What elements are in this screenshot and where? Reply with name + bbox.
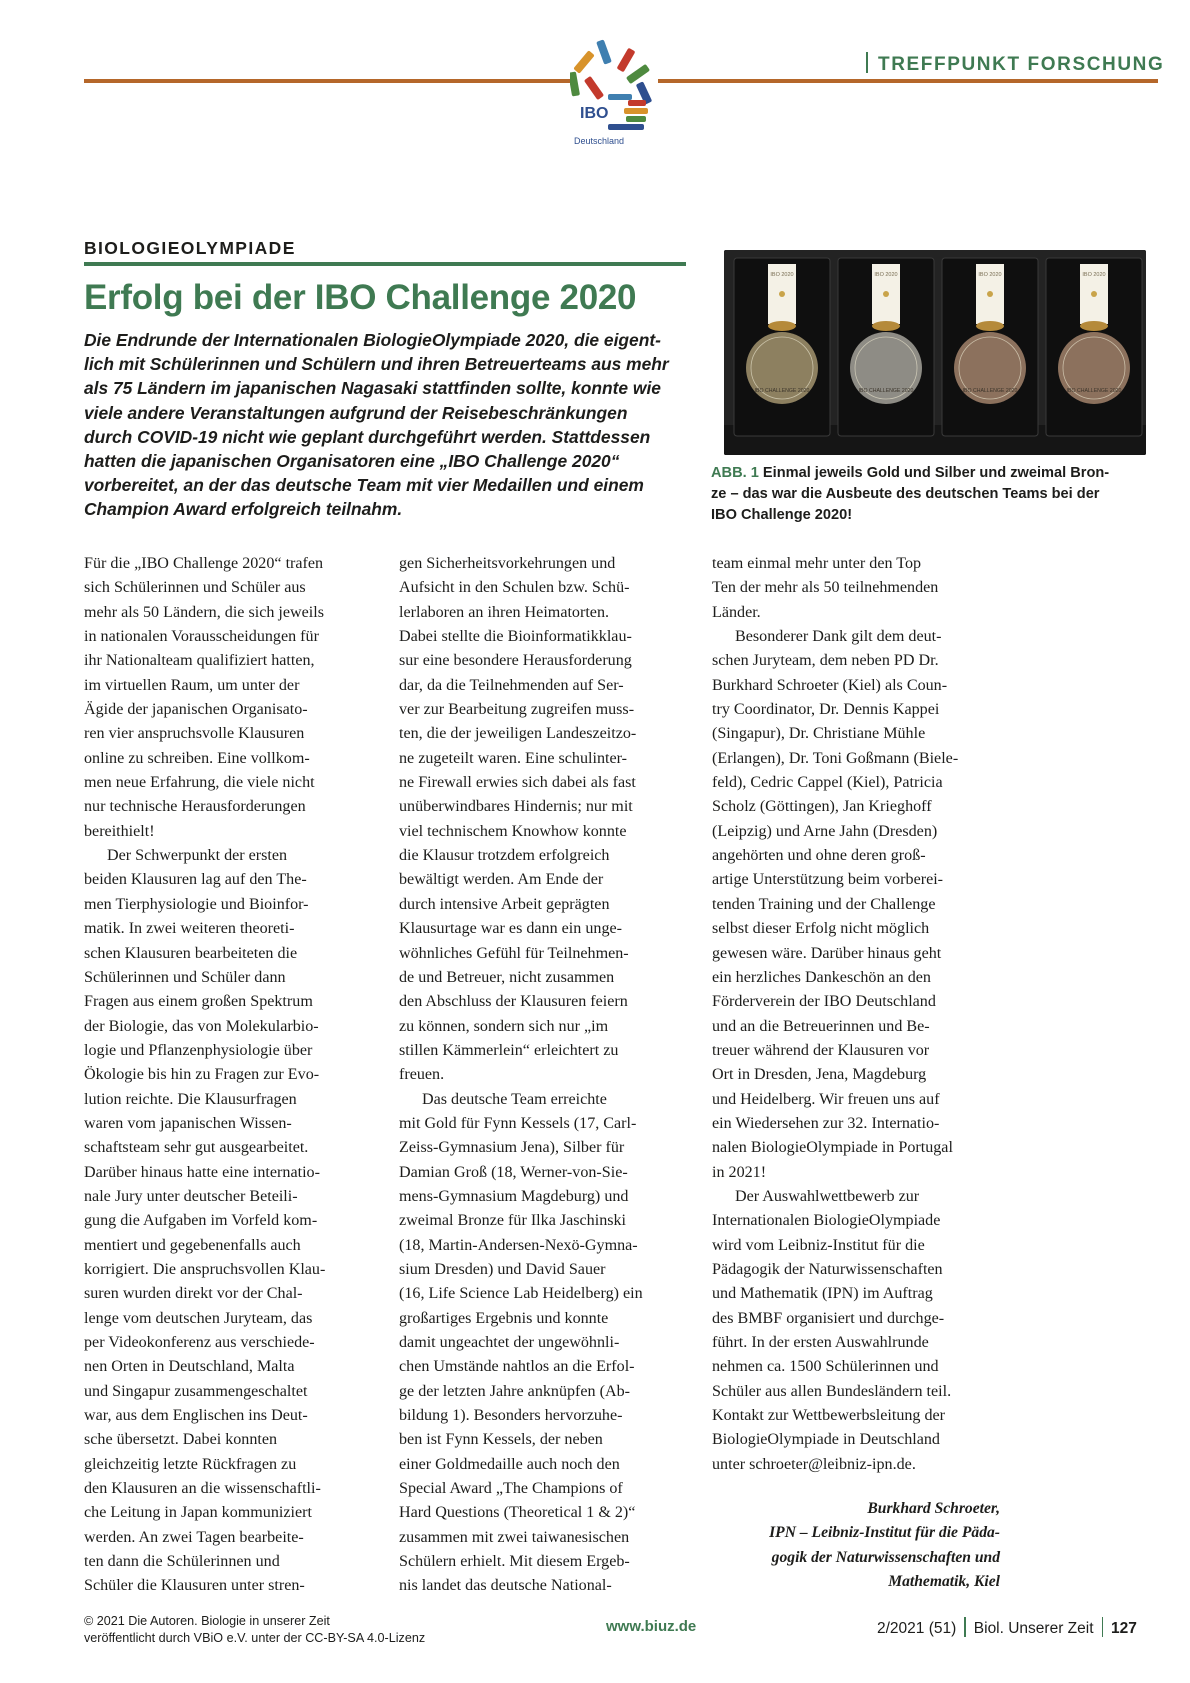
body-text-line: mentiert und gegebenenfalls auch: [84, 1236, 301, 1254]
body-text-line: Burkhard Schroeter (Kiel) als Coun-: [712, 676, 948, 694]
body-text-line: Ägide der japanischen Organisato-: [84, 701, 308, 719]
body-text-line: (18, Martin-Andersen-Nexö-Gymna-: [399, 1236, 638, 1254]
body-text-line: Der Auswahlwettbewerb zur: [735, 1187, 920, 1205]
lead-line: vorbereitet, an der das deutsche Team mit vier Medaillen und einem: [84, 475, 644, 496]
medal-clasp: [872, 321, 900, 331]
body-text-line: mehr als 50 Ländern, die sich jeweils: [84, 603, 324, 621]
body-text-line: Zeiss-Gymnasium Jena), Silber für: [399, 1139, 625, 1157]
header-rule-right: [658, 79, 1158, 83]
body-text-line: ein Wiedersehen zur 32. Internatio-: [712, 1114, 940, 1132]
body-text-line: Länder.: [712, 603, 761, 621]
body-text-line: Schüler aus allen Bundesländern teil.: [712, 1382, 952, 1400]
body-text-line: durch intensive Arbeit geprägten: [399, 895, 610, 913]
body-text-line: Schülerinnen und Schüler dann: [84, 968, 286, 986]
header-rule-left: [84, 79, 572, 83]
body-text-line: Special Award „The Champions of: [399, 1480, 623, 1498]
body-text-line: stillen Kämmerlein“ erleichtert zu: [399, 1041, 619, 1059]
body-text-line: schen Juryteam, dem neben PD Dr.: [712, 652, 939, 670]
lead-line: als 75 Ländern im japanischen Nagasaki stattfinden sollte, konnte wie: [84, 378, 661, 399]
body-text-line: ver zur Bearbeitung zugreifen muss-: [399, 701, 635, 719]
footer-website-link[interactable]: www.biuz.de: [606, 1618, 697, 1635]
kicker-rule: [84, 262, 686, 266]
body-text-line: feld), Cedric Cappel (Kiel), Patricia: [712, 774, 943, 792]
body-text-line: sche übersetzt. Dabei konnten: [84, 1431, 278, 1449]
body-text-line: Darüber hinaus hatte eine internatio-: [84, 1163, 320, 1181]
body-text-line: zu können, sondern sich nur „im: [399, 1017, 609, 1035]
lead-line: durch COVID-19 nicht wie geplant durchgeführt werden. Stattdessen: [84, 426, 651, 447]
body-text-line: und Heidelberg. Wir freuen uns auf: [712, 1090, 940, 1108]
body-text-line: der Biologie, das von Molekularbio-: [84, 1017, 319, 1035]
body-text-line: ge der letzten Jahre anknüpfen (Ab-: [399, 1382, 631, 1400]
body-text-line: Dabei stellte die Bioinformatikklau-: [399, 628, 632, 646]
medal-rim-text: IBO CHALLENGE 2020: [1066, 388, 1122, 394]
section-kicker: BIOLOGIEOLYMPIADE: [84, 238, 296, 258]
body-text-line: chen Umstände nahtlos an die Erfol-: [399, 1358, 635, 1376]
body-text-line: selbst dieser Erfolg nicht möglich: [712, 920, 930, 938]
body-text-line: (Leipzig) und Arne Jahn (Dresden): [712, 822, 938, 840]
logo-subtext: Deutschland: [574, 136, 625, 146]
body-text-line: freuen.: [399, 1066, 445, 1084]
author-line: IPN – Leibniz-Institut für die Päda-: [769, 1524, 1000, 1542]
body-text-line: nale Jury unter deutscher Beteili-: [84, 1187, 298, 1205]
body-text-line: men Tierphysiologie und Bioinfor-: [84, 895, 309, 913]
medal-ribbon-text: IBO 2020: [1082, 272, 1106, 278]
ribbon-emblem: [1091, 291, 1097, 297]
body-text-line: tenden Training und der Challenge: [712, 895, 936, 913]
body-text-line: Damian Groß (18, Werner-von-Sie-: [399, 1163, 628, 1181]
body-text-line: den Abschluss der Klausuren feiern: [399, 993, 628, 1011]
body-text-line: treuer während der Klausuren vor: [712, 1041, 930, 1059]
body-text-line: einer Goldmedaille auch noch den: [399, 1455, 620, 1473]
body-text-line: (16, Life Science Lab Heidelberg) ein: [399, 1285, 643, 1303]
figure-label: ABB. 1: [711, 465, 759, 481]
medal-ribbon-text: IBO 2020: [770, 272, 794, 278]
body-text-line: logie und Pflanzenphysiologie über: [84, 1041, 313, 1059]
body-text-line: Das deutsche Team erreichte: [422, 1090, 607, 1108]
journal-name: Biol. Unserer Zeit: [973, 1620, 1094, 1637]
issue-number: 2/2021 (51): [877, 1620, 957, 1637]
body-text-line: mens-Gymnasium Magdeburg) und: [399, 1187, 629, 1205]
body-text-line: wöhnliches Gefühl für Teilnehmen-: [399, 944, 629, 962]
body-text-line: suren wurden direkt vor der Chal-: [84, 1285, 303, 1303]
ibo-deutschland-logo: [570, 36, 662, 148]
body-text-line: ben ist Fynn Kessels, der neben: [399, 1431, 603, 1449]
page-number: 127: [1111, 1620, 1137, 1637]
ribbon-emblem: [779, 291, 785, 297]
body-text-line: ren vier anspruchsvolle Klausuren: [84, 725, 305, 743]
author-line: gogik der Naturwissenschaften und: [771, 1548, 1000, 1566]
body-text-line: Für die „IBO Challenge 2020“ trafen: [84, 555, 324, 572]
body-text-line: lution reichte. Die Klausurfragen: [84, 1090, 297, 1108]
section-label: TREFFPUNKT FORSCHUNG: [866, 52, 1164, 76]
caption-line: ABB. 1 Einmal jeweils Gold und Silber und zweimal Bron-: [711, 465, 1110, 481]
body-text-line: (Singapur), Dr. Christiane Mühle: [712, 725, 926, 743]
body-text-line: nalen BiologieOlympiade in Portugal: [712, 1139, 953, 1157]
body-text-line: Pädagogik der Naturwissenschaften: [712, 1260, 943, 1278]
medal-rim-text: IBO CHALLENGE 2020: [962, 388, 1018, 394]
body-text-line: de und Betreuer, nicht zusammen: [399, 968, 615, 986]
body-text-line: per Videokonferenz aus verschiede-: [84, 1334, 315, 1351]
body-column-2: [399, 552, 685, 1599]
lead-line: lich mit Schülerinnen und Schülern und ihren Betreuerteams aus mehr: [84, 354, 669, 375]
body-text-line: großartiges Ergebnis und konnte: [399, 1309, 609, 1327]
body-text-line: bereithielt!: [84, 822, 155, 840]
body-text-line: lenge vom deutschen Juryteam, das: [84, 1309, 313, 1327]
ribbon-emblem: [987, 291, 993, 297]
body-text-line: try Coordinator, Dr. Dennis Kappei: [712, 701, 940, 719]
author-signature: [712, 1497, 1000, 1594]
body-text-line: unter schroeter@leibniz-ipn.de.: [712, 1455, 916, 1473]
body-text-line: Hard Questions (Theoretical 1 & 2)“: [399, 1504, 636, 1522]
lead-line: Champion Award erfolgreich teilnahm.: [84, 499, 403, 520]
body-text-line: che Leitung in Japan kommuniziert: [84, 1504, 312, 1522]
body-text-line: lerlaboren an ihren Heimatorten.: [399, 603, 610, 621]
body-text-line: nehmen ca. 1500 Schülerinnen und: [712, 1358, 939, 1376]
body-text-line: den Klausuren an die wissenschaftli-: [84, 1480, 321, 1498]
body-text-line: Ten der mehr als 50 teilnehmenden: [712, 579, 939, 597]
body-text-line: und Mathematik (IPN) im Auftrag: [712, 1285, 933, 1303]
body-text-line: und an die Betreuerinnen und Be-: [712, 1017, 930, 1035]
body-text-line: ihr Nationalteam qualifiziert hatten,: [84, 652, 315, 670]
lead-line: viele andere Veranstaltungen aufgrund der Reisebeschränkungen: [84, 402, 628, 423]
body-text-line: Fragen aus einem großen Spektrum: [84, 993, 313, 1011]
license-line: © 2021 Die Autoren. Biologie in unserer Zeit: [84, 1614, 330, 1628]
body-text-line: in nationalen Vorausscheidungen für: [84, 628, 319, 646]
logo-text: IBO: [580, 105, 609, 122]
body-text-line: angehörten und ohne deren groß-: [712, 847, 926, 865]
body-text-line: Internationalen BiologieOlympiade: [712, 1212, 941, 1230]
body-text-line: nis landet das deutsche National-: [399, 1577, 612, 1595]
body-text-line: gen Sicherheitsvorkehrungen und: [399, 555, 616, 572]
body-text-line: Ökologie bis hin zu Fragen zur Evo-: [84, 1066, 320, 1084]
body-text-line: ne Firewall erwies sich dabei als fast: [399, 774, 636, 792]
body-text-line: ten dann die Schülerinnen und: [84, 1553, 280, 1571]
body-text-line: Kontakt zur Wettbewerbsleitung der: [712, 1407, 946, 1425]
body-text-line: Ort in Dresden, Jena, Magdeburg: [712, 1066, 927, 1084]
body-text-line: damit ungeachtet der ungewöhnli-: [399, 1334, 620, 1351]
body-text-line: die Klausur trotzdem erfolgreich: [399, 847, 610, 865]
caption-line: IBO Challenge 2020!: [711, 507, 853, 523]
body-text-line: Scholz (Göttingen), Jan Krieghoff: [712, 798, 932, 816]
body-text-line: des BMBF organisiert und durchge-: [712, 1309, 945, 1327]
lead-line: Die Endrunde der Internationalen BiologieOlympiade 2020, die eigent-: [84, 330, 661, 350]
body-text-line: viel technischem Knowhow konnte: [399, 822, 627, 840]
footer-issue-info: [877, 1617, 1137, 1638]
body-text-line: nen Orten in Deutschland, Malta: [84, 1358, 295, 1376]
body-text-line: wird vom Leibniz-Institut für die: [712, 1236, 925, 1254]
body-text-line: waren vom japanischen Wissen-: [84, 1114, 292, 1132]
body-text-line: ein herzliches Dankeschön an den: [712, 968, 931, 986]
body-text-line: artige Unterstützung beim vorberei-: [712, 871, 944, 889]
medal-rim-text: IBO CHALLENGE 2020: [858, 388, 914, 394]
body-text-line: BiologieOlympiade in Deutschland: [712, 1431, 940, 1449]
body-text-line: nur technische Herausforderungen: [84, 798, 306, 816]
body-text-line: gung die Aufgaben im Vorfeld kom-: [84, 1212, 318, 1230]
body-text-line: bildung 1). Besonders hervorzuhe-: [399, 1407, 623, 1425]
body-text-line: werden. An zwei Tagen bearbeite-: [84, 1528, 304, 1546]
body-text-line: zusammen mit zwei taiwanesischen: [399, 1528, 630, 1546]
body-text-line: unüberwindbares Hindernis; nur mit: [399, 798, 633, 816]
body-text-line: (Erlangen), Dr. Toni Goßmann (Biele-: [712, 749, 959, 767]
author-line: Burkhard Schroeter,: [867, 1500, 1000, 1517]
caption-line: ze – das war die Ausbeute des deutschen Teams bei der: [711, 486, 1100, 502]
article-title: Erfolg bei der IBO Challenge 2020: [84, 278, 637, 317]
ribbon-emblem: [883, 291, 889, 297]
body-text-line: sium Dresden) und David Sauer: [399, 1260, 606, 1278]
body-text-line: men neue Erfahrung, die viele nicht: [84, 774, 315, 792]
body-text-line: Schüler die Klausuren unter stren-: [84, 1577, 305, 1595]
medal-rim-text: IBO CHALLENGE 2020: [754, 388, 810, 394]
body-text-line: schen Klausuren bearbeiteten die: [84, 944, 298, 962]
body-text-line: Schülern erhielt. Mit diesem Ergeb-: [399, 1553, 630, 1571]
body-text-line: gleichzeitig letzte Rückfragen zu: [84, 1455, 297, 1473]
body-text-line: mit Gold für Fynn Kessels (17, Carl-: [399, 1114, 637, 1132]
body-column-1: [84, 552, 366, 1599]
body-text-line: Förderverein der IBO Deutschland: [712, 993, 936, 1011]
body-text-line: Klausurtage war es dann ein unge-: [399, 920, 622, 938]
footer-license: [84, 1613, 425, 1647]
body-text-line: zweimal Bronze für Ilka Jaschinski: [399, 1212, 627, 1230]
medal-ribbon-text: IBO 2020: [978, 272, 1002, 278]
body-text-line: führt. In der ersten Auswahlrunde: [712, 1334, 929, 1351]
body-text-line: und Singapur zusammengeschaltet: [84, 1382, 308, 1400]
medal-clasp: [976, 321, 1004, 331]
medal-clasp: [768, 321, 796, 331]
license-line: veröffentlicht durch VBiO e.V. unter der CC-BY-SA 4.0-Lizenz: [84, 1631, 426, 1645]
article-lead: [84, 328, 696, 522]
author-line: Mathematik, Kiel: [888, 1572, 1000, 1590]
body-column-3: [712, 552, 1000, 1477]
body-text-line: gewesen wäre. Darüber hinaus geht: [712, 944, 942, 962]
body-text-line: Besonderer Dank gilt dem deut-: [735, 628, 942, 646]
medal-clasp: [1080, 321, 1108, 331]
body-text-line: matik. In zwei weiteren theoreti-: [84, 920, 295, 938]
body-text-line: online zu schreiben. Eine vollkom-: [84, 749, 310, 767]
body-text-line: korrigiert. Die anspruchsvollen Klau-: [84, 1260, 326, 1278]
medals-photo: [724, 250, 1146, 455]
figure-caption: [711, 463, 1166, 526]
body-text-line: war, aus dem Englischen ins Deut-: [84, 1407, 308, 1425]
body-text-line: team einmal mehr unter den Top: [712, 555, 922, 572]
medal-ribbon-text: IBO 2020: [874, 272, 898, 278]
lead-line: hatten die japanischen Organisatoren eine „IBO Challenge 2020“: [84, 451, 620, 472]
body-text-line: beiden Klausuren lag auf den The-: [84, 871, 307, 889]
body-text-line: im virtuellen Raum, um unter der: [84, 676, 300, 694]
body-text-line: ne zugeteilt waren. Eine schulinter-: [399, 749, 628, 767]
body-text-line: dar, da die Teilnehmenden auf Ser-: [399, 676, 624, 694]
body-text-line: ten, die der jeweiligen Landeszeitzo-: [399, 725, 637, 743]
body-text-line: sich Schülerinnen und Schüler aus: [84, 579, 306, 597]
body-text-line: schaftsteam sehr gut ausgearbeitet.: [84, 1139, 309, 1157]
body-text-line: in 2021!: [712, 1163, 767, 1181]
body-text-line: bewältigt werden. Am Ende der: [399, 871, 604, 889]
body-text-line: Aufsicht in den Schulen bzw. Schü-: [399, 579, 630, 597]
body-text-line: sur eine besondere Herausforderung: [399, 652, 632, 670]
body-text-line: Der Schwerpunkt der ersten: [107, 847, 288, 865]
